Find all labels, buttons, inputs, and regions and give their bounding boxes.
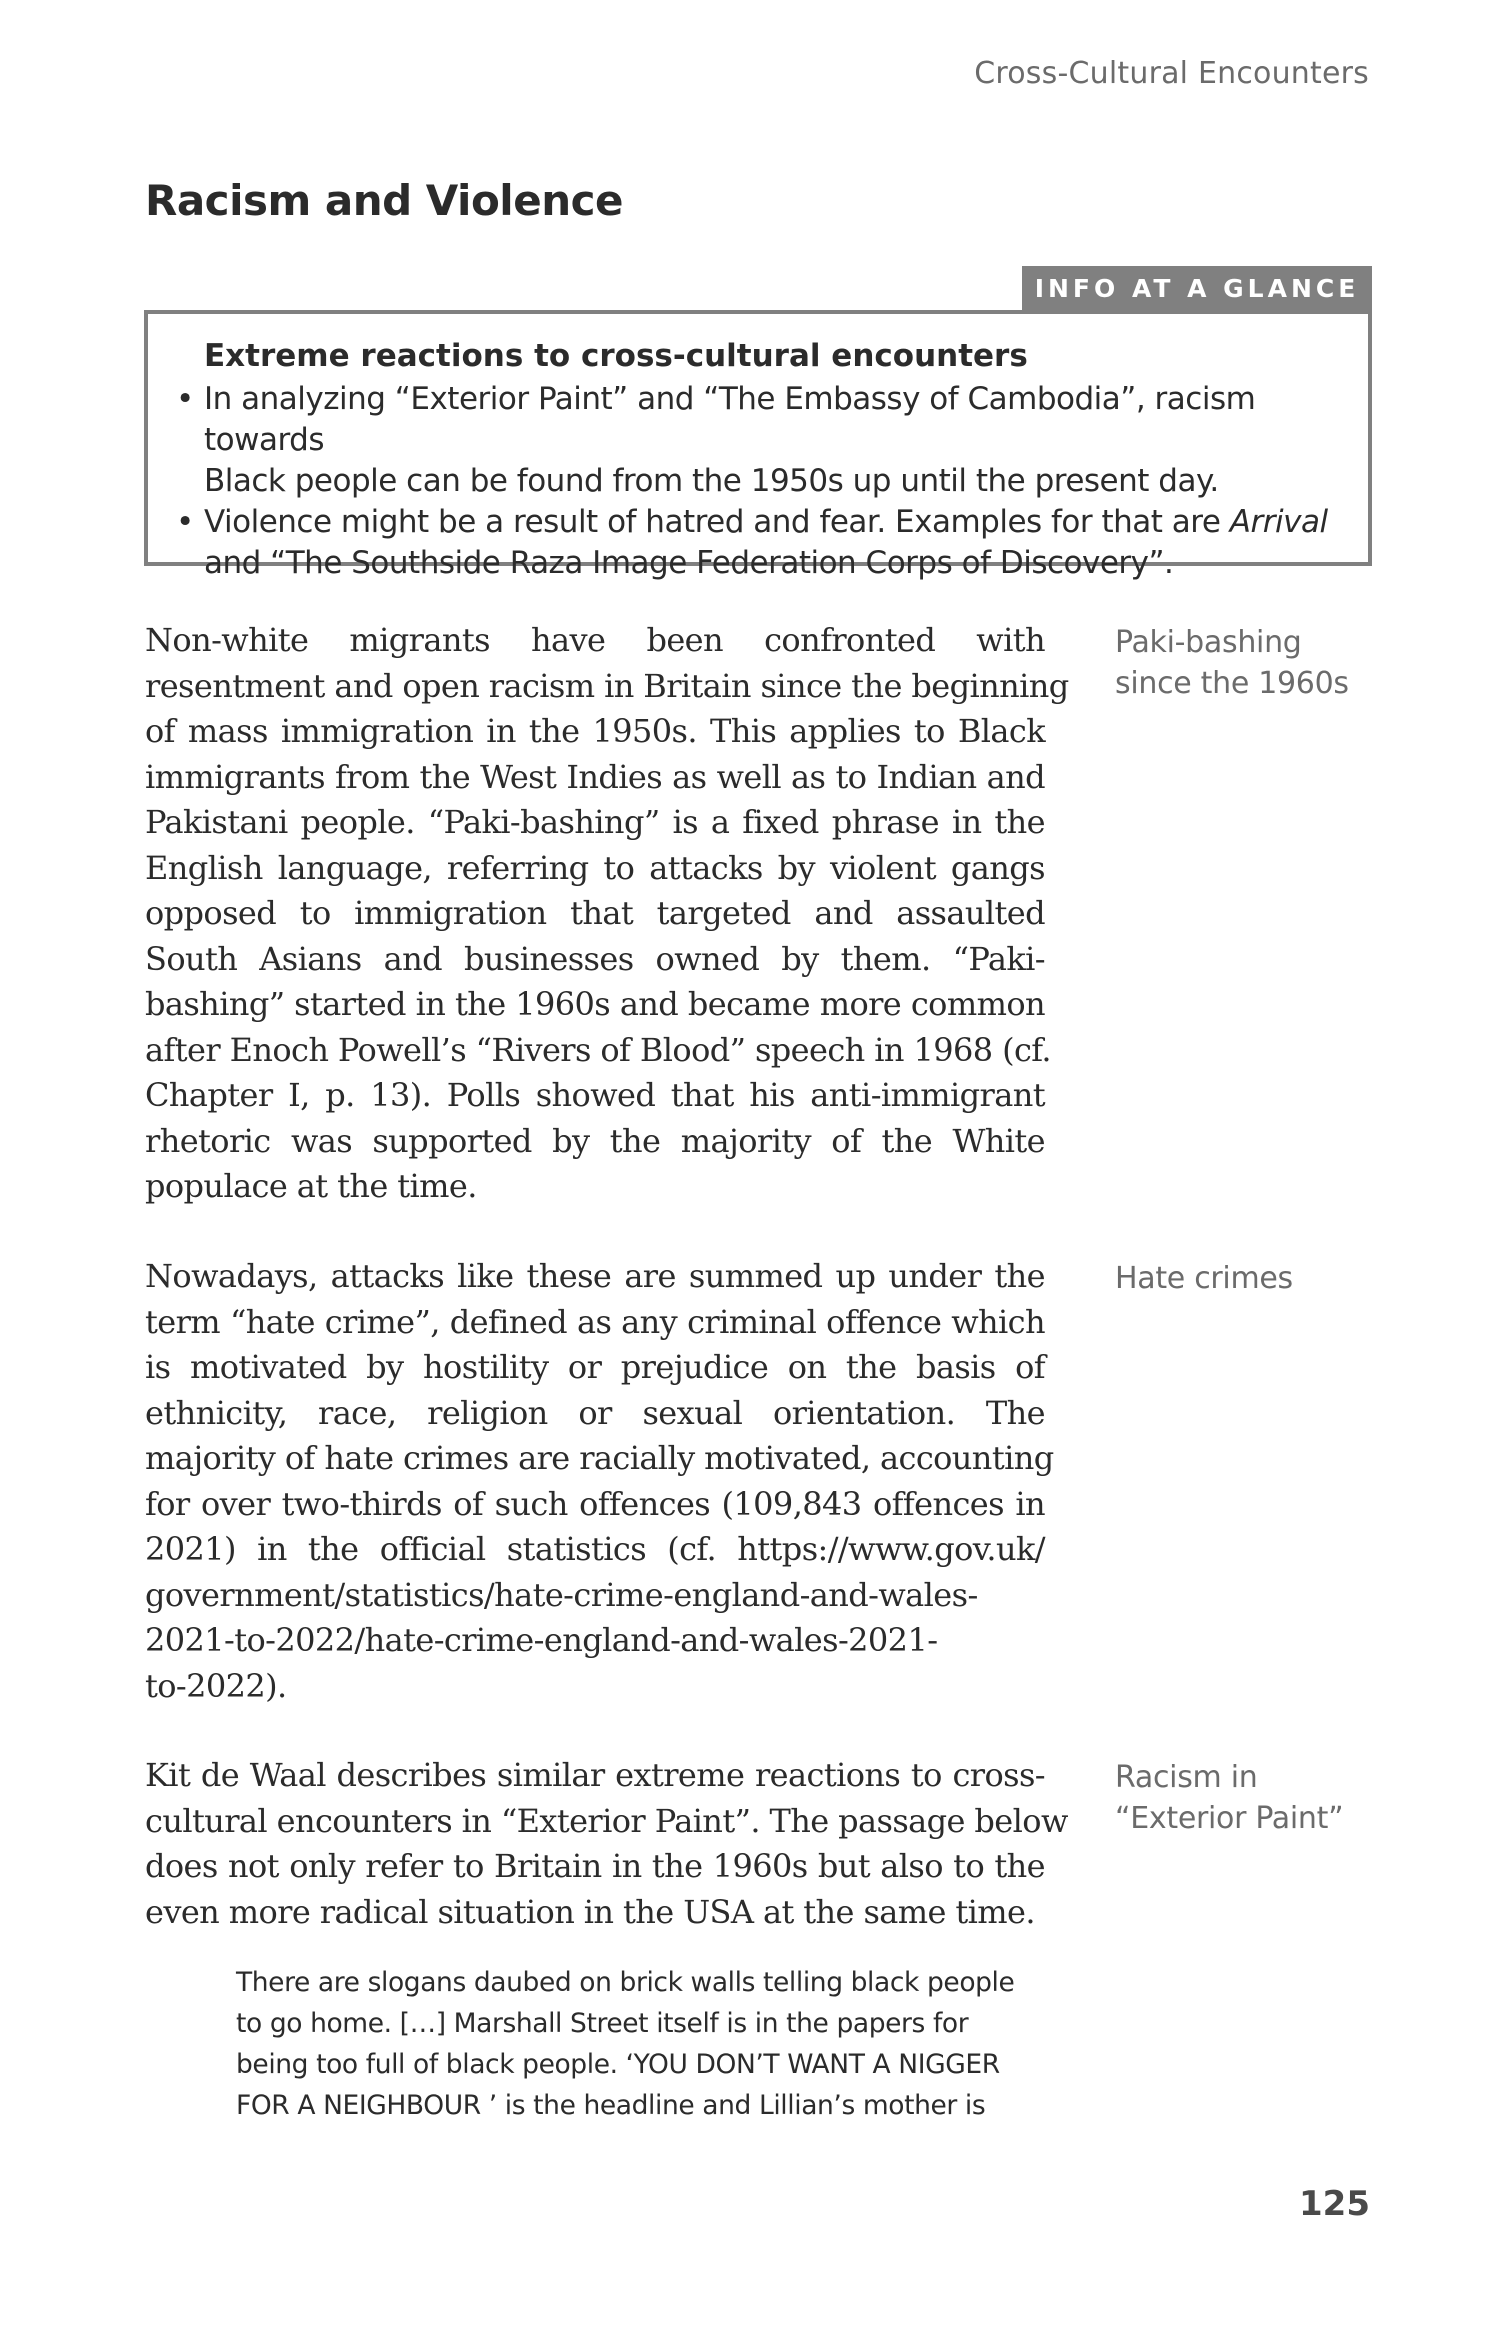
section-title: Racism and Violence	[145, 176, 623, 225]
margin-note-line: Racism in	[1115, 1760, 1258, 1795]
paragraph-line: to-2022).	[145, 1666, 287, 1705]
margin-note-hate-crimes	[1115, 1258, 1365, 1299]
quote-line: being too full of black people. ‘YOU DON’T WANT A NIGGER	[236, 2049, 1000, 2080]
margin-note-line: Hate crimes	[1115, 1261, 1293, 1296]
margin-note-line: “Exterior Paint”	[1115, 1801, 1344, 1836]
paragraph-line: resentment and open racism in Britain since the beginning	[145, 666, 1069, 705]
paragraph-line: cultural encounters in “Exterior Paint”. The passage below	[145, 1801, 1068, 1840]
info-box-bullet-item	[172, 502, 1338, 584]
quote-line: FOR A NEIGHBOUR ’ is the headline and Lillian’s mother is	[236, 2090, 986, 2121]
running-header: Cross-Cultural Encounters	[974, 56, 1369, 91]
quote-line: to go home. […] Marshall Street itself is in the papers for	[236, 2008, 969, 2039]
paragraph-line: opposed to immigration that targeted and assaulted	[145, 894, 1045, 932]
info-box-heading: Extreme reactions to cross-cultural encounters	[204, 338, 1028, 374]
paragraph-line: does not only refer to Britain in the 1960s but also to the	[145, 1847, 1045, 1885]
paragraph-line: after Enoch Powell’s “Rivers of Blood” speech in 1968 (cf.	[145, 1030, 1051, 1069]
bullet-text-line: and “The Southside Raza Image Federation Corps of Discovery”.	[204, 545, 1174, 581]
info-at-a-glance-box	[144, 310, 1372, 581]
margin-note-line: Paki-bashing	[1115, 625, 1302, 660]
paragraph-line: even more radical situation in the USA at the same time.	[145, 1892, 1035, 1931]
paragraph-line: of mass immigration in the 1950s. This applies to Black	[145, 712, 1045, 750]
paragraph-line: Chapter I, p. 13). Polls showed that his anti-immigrant	[145, 1076, 1045, 1114]
paragraph-line: majority of hate crimes are racially motivated, accounting	[145, 1439, 1054, 1477]
paragraph-line: government/statistics/hate-crime-england-and-wales-	[145, 1575, 978, 1614]
paragraph-line: Pakistani people. “Paki-bashing” is a fixed phrase in the	[145, 803, 1045, 841]
paragraph-line: Non-white migrants have been confronted with	[145, 621, 1045, 659]
paragraph-line: rhetoric was supported by the majority of the White	[145, 1121, 1045, 1160]
bullet-text-line: In analyzing “Exterior Paint” and “The Embassy of Cambodia”, racism towards	[204, 381, 1256, 458]
paragraph-line: South Asians and businesses owned by them. “Paki-	[145, 939, 1045, 978]
info-box-bullet-list	[172, 379, 1338, 584]
body-paragraph-exterior-paint	[145, 1753, 1068, 1935]
body-paragraph-paki-bashing	[145, 618, 1069, 1210]
paragraph-line: 2021) in the official statistics (cf. https://www.gov.uk/	[145, 1530, 1045, 1568]
paragraph-line: for over two-thirds of such offences (109,843 offences in	[145, 1484, 1045, 1523]
info-box-bullet-item	[172, 379, 1338, 502]
paragraph-line: term “hate crime”, defined as any criminal offence which	[145, 1302, 1045, 1341]
bullet-text-line: Black people can be found from the 1950s up until the present day.	[204, 463, 1219, 499]
paragraph-line: English language, referring to attacks by violent gangs	[145, 848, 1045, 887]
block-quote-exterior-paint	[236, 1962, 1036, 2126]
bullet-text-line: Violence might be a result of hatred and fear. Examples for that are	[204, 504, 1230, 540]
body-paragraph-hate-crimes	[145, 1254, 1054, 1709]
margin-note-exterior-paint	[1115, 1757, 1365, 1839]
info-at-a-glance-tab: INFO AT A GLANCE	[1022, 266, 1372, 312]
paragraph-line: ethnicity, race, religion or sexual orientation. The	[145, 1393, 1045, 1432]
paragraph-line: is motivated by hostility or prejudice on the basis of	[145, 1348, 1045, 1386]
paragraph-line: Kit de Waal describes similar extreme reactions to cross-	[145, 1756, 1045, 1794]
quote-line: There are slogans daubed on brick walls telling black people	[236, 1967, 1015, 1998]
page-number: 125	[1299, 2184, 1370, 2224]
margin-note-paki-bashing	[1115, 622, 1365, 704]
paragraph-line: populace at the time.	[145, 1167, 477, 1205]
paragraph-line: 2021-to-2022/hate-crime-england-and-wales-2021-	[145, 1621, 938, 1659]
paragraph-line: Nowadays, attacks like these are summed up under the	[145, 1257, 1045, 1295]
italic-title-arrival: Arrival	[1229, 504, 1328, 540]
margin-note-line: since the 1960s	[1115, 666, 1349, 701]
paragraph-line: bashing” started in the 1960s and became more common	[145, 985, 1045, 1023]
paragraph-line: immigrants from the West Indies as well as to Indian and	[145, 757, 1045, 796]
